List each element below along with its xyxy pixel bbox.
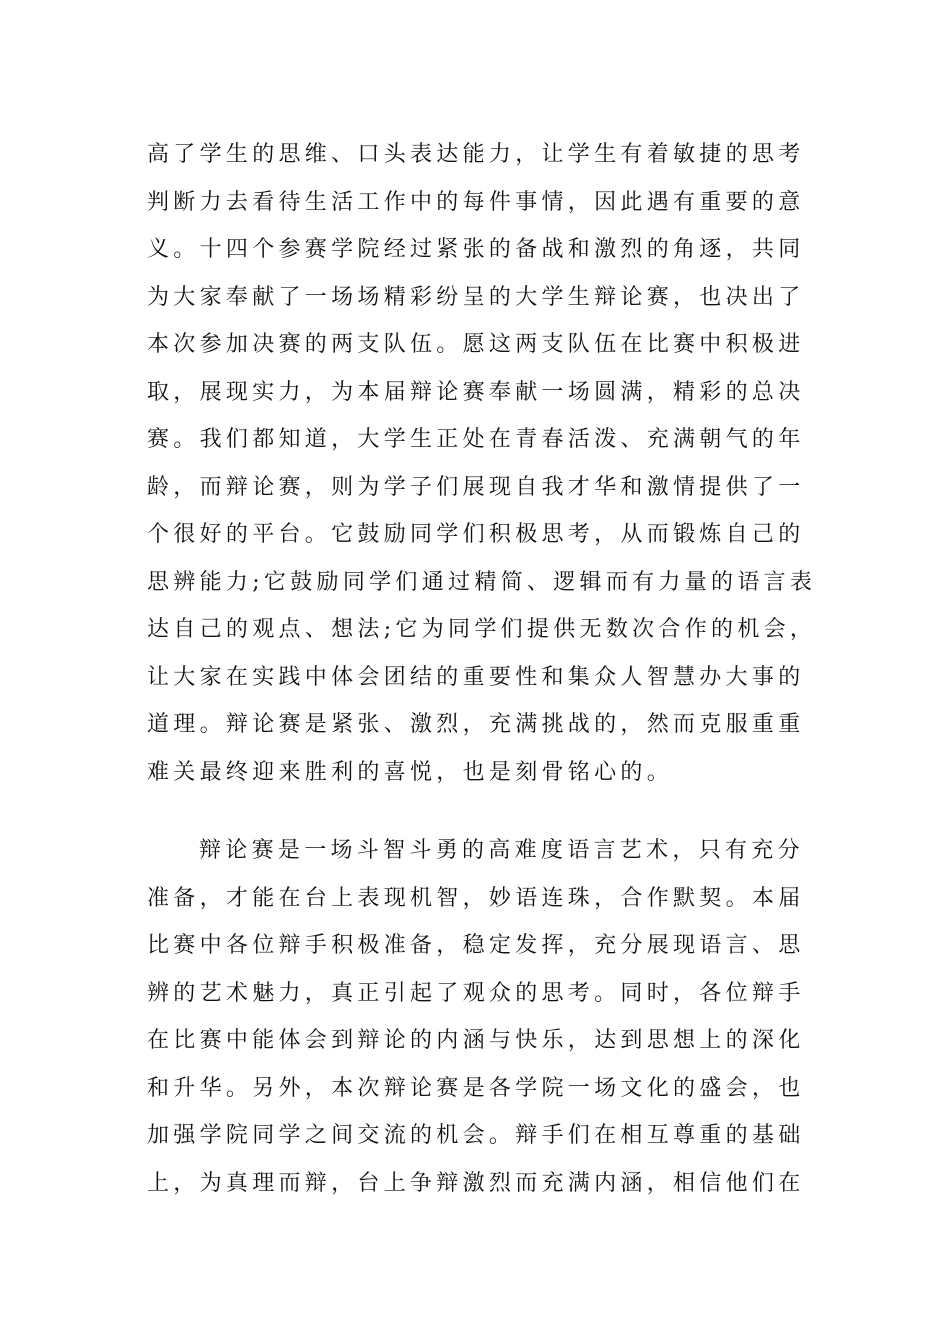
- paragraph-2: [147, 827, 827, 1207]
- text-line: 上，为真理而辩，台上争辩激烈而充满内涵，相信他们在: [147, 1170, 805, 1196]
- text-line: 高了学生的思维、口头表达能力，让学生有着敏捷的思考: [147, 142, 805, 167]
- text-line: 赛。我们都知道，大学生正处在青春活泼、充满朝气的年: [147, 427, 805, 452]
- text-line: 加强学院同学之间交流的机会。辩手们在相互尊重的基础: [147, 1123, 805, 1148]
- text-line: 辨的艺术魅力，真正引起了观众的思考。同时，各位辩手: [147, 980, 805, 1006]
- text-line: 让大家在实践中体会团结的重要性和集众人智慧办大事的: [147, 664, 805, 690]
- text-line: 龄，而辩论赛，则为学子们展现自我才华和激情提供了一: [147, 474, 805, 500]
- text-line: 本次参加决赛的两支队伍。愿这两支队伍在比赛中积极进: [147, 332, 805, 357]
- paragraph-1: [147, 131, 827, 796]
- text-line: 思辨能力;它鼓励同学们通过精简、逻辑而有力量的语言表: [147, 569, 817, 595]
- text-line: 道理。辩论赛是紧张、激烈，充满挑战的，然而克服重重: [147, 712, 805, 737]
- text-line: 辩论赛是一场斗智斗勇的高难度语言艺术，只有充分: [199, 838, 804, 863]
- text-line: 个很好的平台。它鼓励同学们积极思考，从而锻炼自己的: [147, 522, 805, 547]
- text-line: 达自己的观点、想法;它为同学们提供无数次合作的机会，: [147, 617, 817, 642]
- text-line: 在比赛中能体会到辩论的内涵与快乐，达到思想上的深化: [147, 1028, 805, 1053]
- text-line: 义。十四个参赛学院经过紧张的备战和激烈的角逐，共同: [147, 237, 805, 262]
- text-line: 准备，才能在台上表现机智，妙语连珠，合作默契。本届: [147, 885, 805, 911]
- text-line: 难关最终迎来胜利的喜悦，也是刻骨铭心的。: [147, 759, 674, 785]
- text-line: 和升华。另外，本次辩论赛是各学院一场文化的盛会，也: [147, 1075, 805, 1101]
- text-line: 为大家奉献了一场场精彩纷呈的大学生辩论赛，也决出了: [147, 284, 805, 310]
- text-line: 取，展现实力，为本届辩论赛奉献一场圆满，精彩的总决: [147, 379, 805, 405]
- text-line: 判断力去看待生活工作中的每件事情，因此遇有重要的意: [147, 189, 805, 215]
- text-line: 比赛中各位辩手积极准备，稳定发挥，充分展现语言、思: [147, 933, 805, 958]
